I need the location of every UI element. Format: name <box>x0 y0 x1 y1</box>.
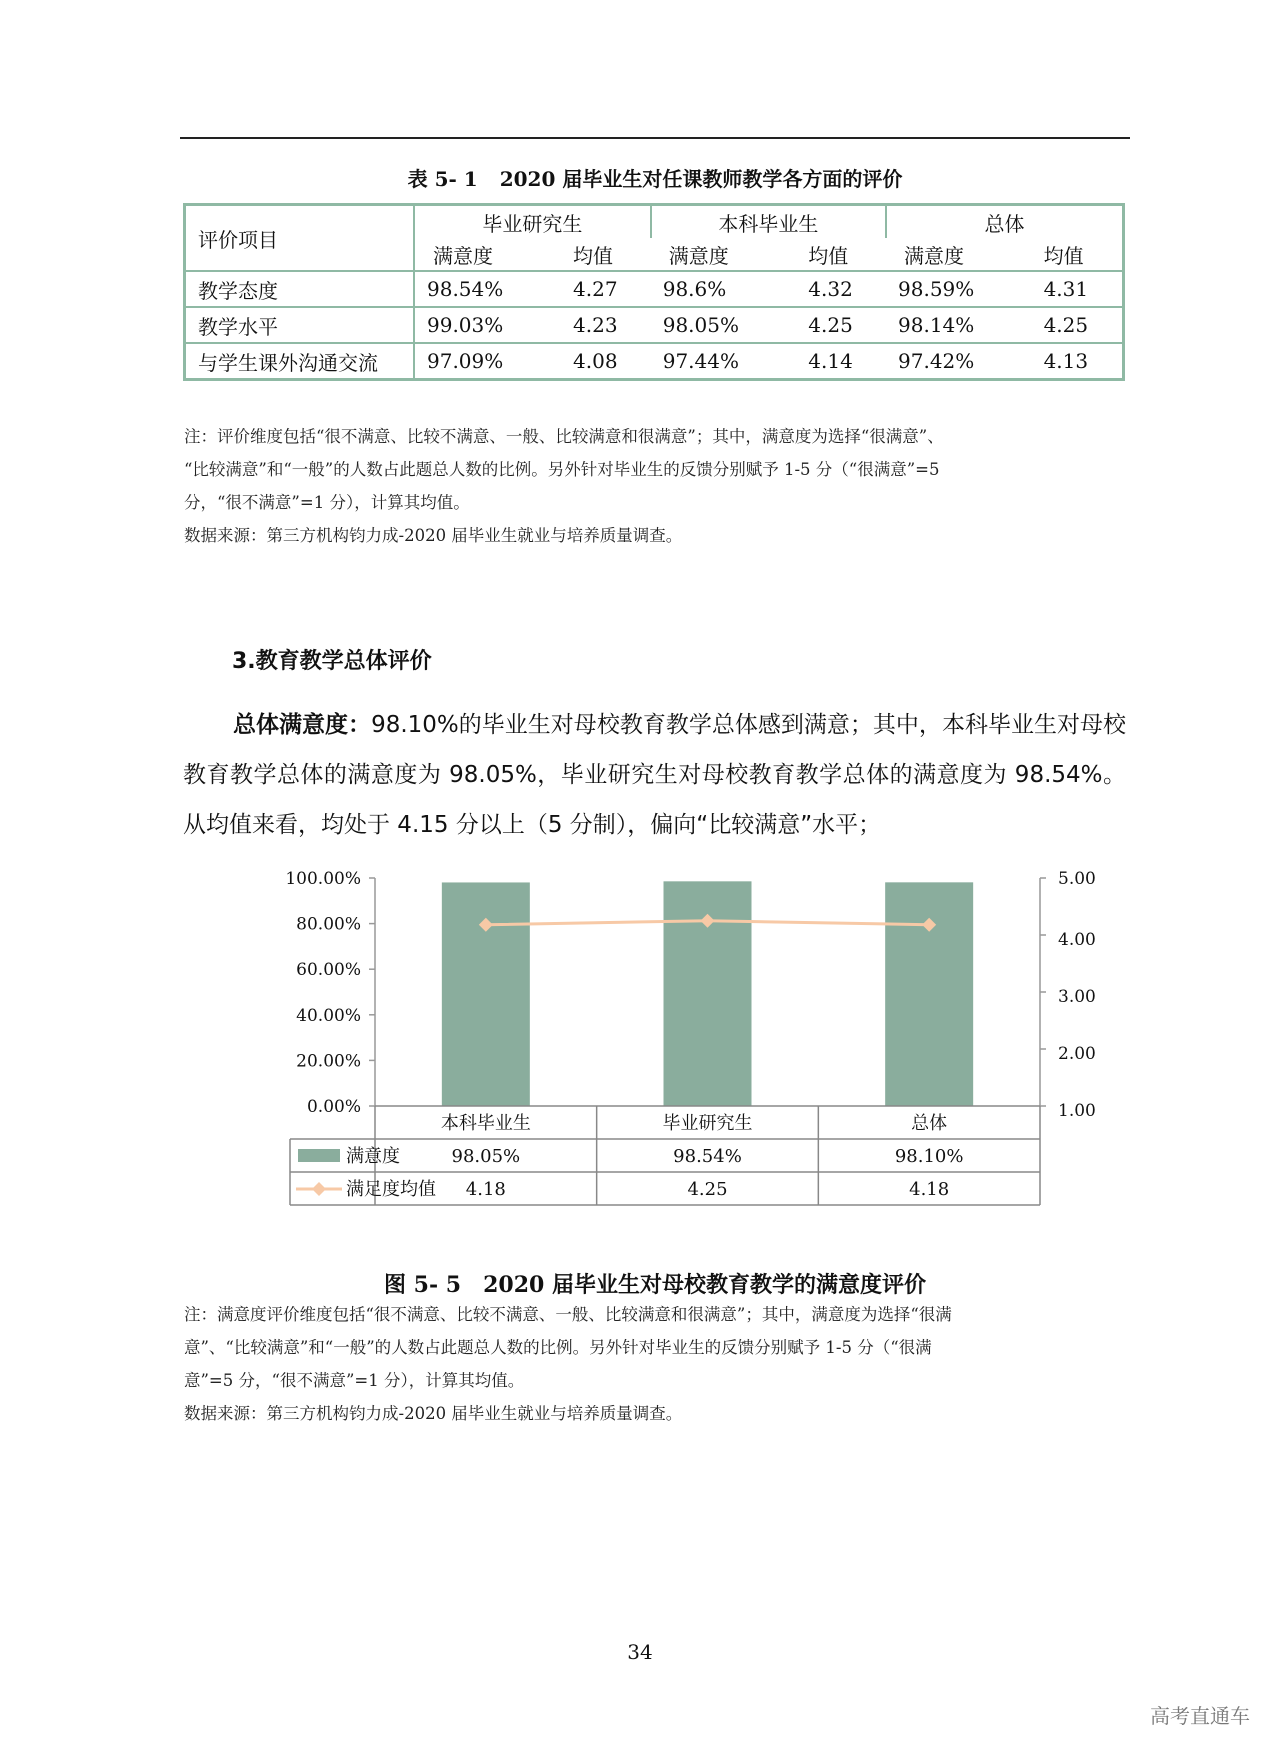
legend-key-bar <box>298 1149 340 1162</box>
left-tick-label: 0.00% <box>306 1097 361 1117</box>
left-tick-label: 80.00% <box>296 914 361 935</box>
table-cell: 4.25 <box>778 307 886 343</box>
header-item: 评价项目 <box>185 205 415 272</box>
table-cell: 98.05% <box>651 307 779 343</box>
right-tick-label: 1.00 <box>1058 1101 1096 1121</box>
bar-1 <box>442 882 530 1106</box>
row-label: 与学生课外沟通交流 <box>185 343 415 380</box>
mean-value-label: 4.25 <box>687 1179 728 1200</box>
table-cell: 4.32 <box>778 271 886 307</box>
table-cell: 4.25 <box>1014 307 1124 343</box>
figure-caption <box>180 1268 1130 1299</box>
note-line: 意”、“比较满意”和“一般”的人数占此题总人数的比例。另外针对毕业生的反馈分别赋予 1-5 分（“很满 <box>184 1338 932 1357</box>
right-tick-label: 4.00 <box>1058 930 1096 950</box>
note-line: 意”=5 分，“很不满意”=1 分），计算其均值。 <box>184 1371 525 1390</box>
data-source: 数据来源：第三方机构钧力成-2020 届毕业生就业与培养质量调查。 <box>184 526 683 545</box>
right-tick-label: 5.00 <box>1058 869 1096 889</box>
bar-3 <box>885 882 973 1106</box>
table-row <box>185 307 1124 343</box>
left-tick-label: 100.00% <box>285 869 361 889</box>
sub-mean: 均值 <box>1014 238 1124 271</box>
table-cell: 98.14% <box>886 307 1014 343</box>
table-cell: 4.08 <box>543 343 651 380</box>
left-tick-label: 60.00% <box>296 960 361 981</box>
note-line: “比较满意”和“一般”的人数占此题总人数的比例。另外针对毕业生的反馈分别赋予 1-5 分（“很满意”=5 <box>184 460 940 479</box>
table-row <box>185 271 1124 307</box>
sub-satisfaction: 满意度 <box>651 238 779 271</box>
table-caption <box>180 163 1130 192</box>
top-rule <box>180 137 1130 139</box>
section-heading: 3.教育教学总体评价 <box>232 649 432 674</box>
sub-mean: 均值 <box>778 238 886 271</box>
category-label: 毕业研究生 <box>662 1113 753 1134</box>
paragraph-body: 98.10%的毕业生对母校教育教学总体感到满意；其中，本科毕业生对母校教育教学总体的满意度为 98.05%，毕业研究生对母校教育教学总体的满意度为 98.54%。从均值来看，均处于 4.15 分以上（5 分制），偏向“比较满意”水平； <box>183 712 1127 838</box>
satisfaction-chart <box>260 860 1096 1220</box>
header-group-total: 总体 <box>886 205 1123 239</box>
evaluation-table <box>183 203 1125 381</box>
bar-value-label: 98.10% <box>894 1146 964 1167</box>
page-number: 34 <box>627 1640 653 1664</box>
mean-value-label: 4.18 <box>909 1179 950 1200</box>
note-line: 注：评价维度包括“很不满意、比较不满意、一般、比较满意和很满意”；其中，满意度为选择“很满意”、 <box>184 427 944 446</box>
note-line: 注：满意度评价维度包括“很不满意、比较不满意、一般、比较满意和很满意”；其中，满意度为选择“很满 <box>184 1305 952 1324</box>
table-cell: 97.09% <box>414 343 543 380</box>
bar-value-label: 98.54% <box>673 1146 742 1167</box>
table-cell: 4.23 <box>543 307 651 343</box>
right-tick-label: 3.00 <box>1058 987 1096 1007</box>
sub-satisfaction: 满意度 <box>886 238 1014 271</box>
bar-value-label: 98.05% <box>451 1146 521 1167</box>
category-label: 本科毕业生 <box>440 1113 531 1134</box>
right-tick-label: 2.00 <box>1058 1044 1096 1064</box>
figure-caption-number: 图 5- 5 <box>384 1272 462 1298</box>
table-caption-number: 表 5- 1 <box>407 167 478 191</box>
left-tick-label: 40.00% <box>296 1005 361 1026</box>
table-cell: 99.03% <box>414 307 543 343</box>
legend-label-line: 满足度均值 <box>346 1179 436 1200</box>
table-note <box>184 420 1124 552</box>
table-cell: 4.13 <box>1014 343 1124 380</box>
watermark: 高考直通车 <box>1150 1704 1250 1728</box>
mean-value-label: 4.18 <box>465 1179 506 1200</box>
table-cell: 98.59% <box>886 271 1014 307</box>
header-group-graduate: 毕业研究生 <box>414 205 651 239</box>
table-cell: 4.31 <box>1014 271 1124 307</box>
table-cell: 98.6% <box>651 271 779 307</box>
table-cell: 97.44% <box>651 343 779 380</box>
left-tick-label: 20.00% <box>296 1051 361 1072</box>
table-cell: 97.42% <box>886 343 1014 380</box>
row-label: 教学态度 <box>185 271 415 307</box>
legend-label-bar: 满意度 <box>346 1146 400 1167</box>
table-caption-text: 2020 届毕业生对任课教师教学各方面的评价 <box>499 167 903 191</box>
table-header-row <box>185 205 1124 239</box>
figure-note <box>184 1298 1124 1430</box>
table-row <box>185 343 1124 380</box>
note-line: 分，“很不满意”=1 分），计算其均值。 <box>184 493 470 512</box>
section-paragraph <box>183 700 1126 850</box>
sub-satisfaction: 满意度 <box>414 238 543 271</box>
data-source: 数据来源：第三方机构钧力成-2020 届毕业生就业与培养质量调查。 <box>184 1404 683 1423</box>
table-cell: 4.14 <box>778 343 886 380</box>
table-cell: 4.27 <box>543 271 651 307</box>
legend-key-marker <box>312 1182 326 1196</box>
table-cell: 98.54% <box>414 271 543 307</box>
figure-caption-text: 2020 届毕业生对母校教育教学的满意度评价 <box>483 1272 926 1298</box>
row-label: 教学水平 <box>185 307 415 343</box>
header-group-undergrad: 本科毕业生 <box>651 205 886 239</box>
paragraph-lead: 总体满意度： <box>233 712 372 738</box>
chart-data-table <box>290 1106 1040 1205</box>
category-label: 总体 <box>911 1113 948 1134</box>
sub-mean: 均值 <box>543 238 651 271</box>
